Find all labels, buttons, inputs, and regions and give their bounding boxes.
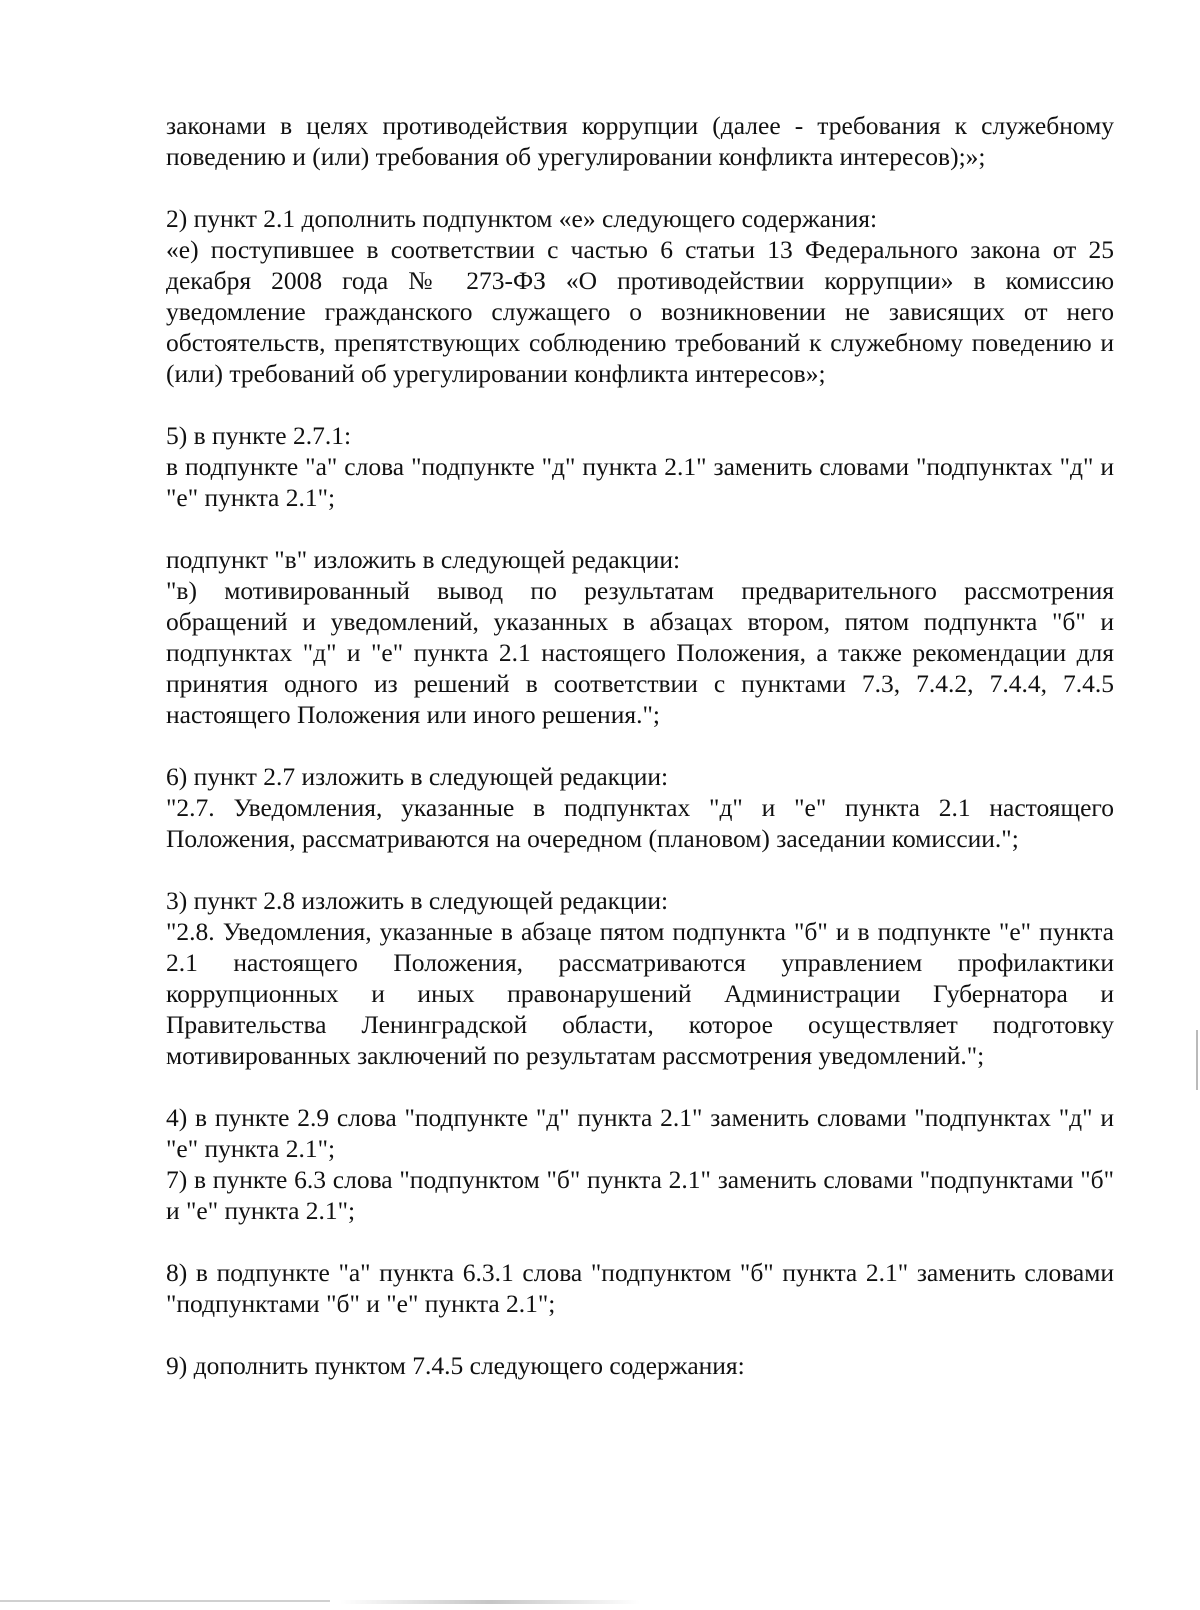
scan-artifact-mark xyxy=(1196,1030,1198,1090)
document-body xyxy=(166,110,1114,1381)
item-6-text: "2.7. Уведомления, указанные в подпунктах "д" и "е" пункта 2.1 настоящего Положения, рассматриваются на очередном (плановом) заседании комиссии."; xyxy=(166,793,1114,853)
paragraph-gap xyxy=(166,172,1114,203)
item-8-text: 8) в подпункте "а" пункта 6.3.1 слова "подпунктом "б" пункта 2.1" заменить словами "подпунктами "б" и "е" пункта 2.1"; xyxy=(166,1258,1114,1318)
paragraph-gap xyxy=(166,1226,1114,1257)
item-7-text: 7) в пункте 6.3 слова "подпунктом "б" пункта 2.1" заменить словами "подпунктами "б" и "е" пункта 2.1"; xyxy=(166,1165,1114,1225)
item-5-heading: 5) в пункте 2.7.1: xyxy=(166,421,352,450)
item-2-heading: 2) пункт 2.1 дополнить подпунктом «е» следующего содержания: xyxy=(166,204,878,233)
item-3-text: "2.8. Уведомления, указанные в абзаце пятом подпункта "б" и в подпункте "е" пункта 2.1 настоящего Положения, рассматриваются управлением профилактики коррупционных и иных правонарушений Администрации Губернатора и Правительства Ленинградской области, которое осуществляет подготовку мотивированных заключений по результатам рассмотрения уведомлений."; xyxy=(166,917,1114,1070)
scan-artifact-line xyxy=(340,1600,640,1604)
paragraph-gap xyxy=(166,730,1114,761)
paragraph-gap xyxy=(166,1319,1114,1350)
item-5-subitem-v-heading: подпункт "в" изложить в следующей редакции: xyxy=(166,545,681,574)
scan-artifact-edge xyxy=(0,1600,330,1602)
item-5-subitem-v-text: "в) мотивированный вывод по результатам предварительного рассмотрения обращений и уведомлений, указанных в абзацах втором, пятом подпункта "б" и подпунктах "д" и "е" пункта 2.1 настоящего Положения, а также рекомендации для принятия одного из решений в соответствии с пунктами 7.3, 7.4.2, 7.4.4, 7.4.5 настоящего Положения или иного решения."; xyxy=(166,576,1114,729)
paragraph-gap xyxy=(166,854,1114,885)
paragraph-gap xyxy=(166,1071,1114,1102)
item-4-text: 4) в пункте 2.9 слова "подпункте "д" пункта 2.1" заменить словами "подпунктах "д" и "е" пункта 2.1"; xyxy=(166,1103,1114,1163)
item-9-heading: 9) дополнить пунктом 7.4.5 следующего содержания: xyxy=(166,1351,745,1380)
item-3-heading: 3) пункт 2.8 изложить в следующей редакции: xyxy=(166,886,669,915)
paragraph-gap xyxy=(166,389,1114,420)
item-2-subitem-e-text: «е) поступившее в соответствии с частью 6 статьи 13 Федерального закона от 25 декабря 2008 года № 273-ФЗ «О противодействии коррупции» в комиссию уведомление гражданского служащего о возникновении не зависящих от него обстоятельств, препятствующих соблюдению требований к служебному поведению и (или) требований об урегулировании конфликта интересов»; xyxy=(166,235,1114,388)
item-5-subitem-a-text: в подпункте "а" слова "подпункте "д" пункта 2.1" заменить словами "подпунктах "д" и "е" пункта 2.1"; xyxy=(166,452,1114,512)
paragraph-intro-continuation: законами в целях противодействия коррупции (далее - требования к служебному поведению и (или) требования об урегулировании конфликта интересов);»; xyxy=(166,111,1114,171)
paragraph-gap xyxy=(166,513,1114,544)
item-6-heading: 6) пункт 2.7 изложить в следующей редакции: xyxy=(166,762,669,791)
